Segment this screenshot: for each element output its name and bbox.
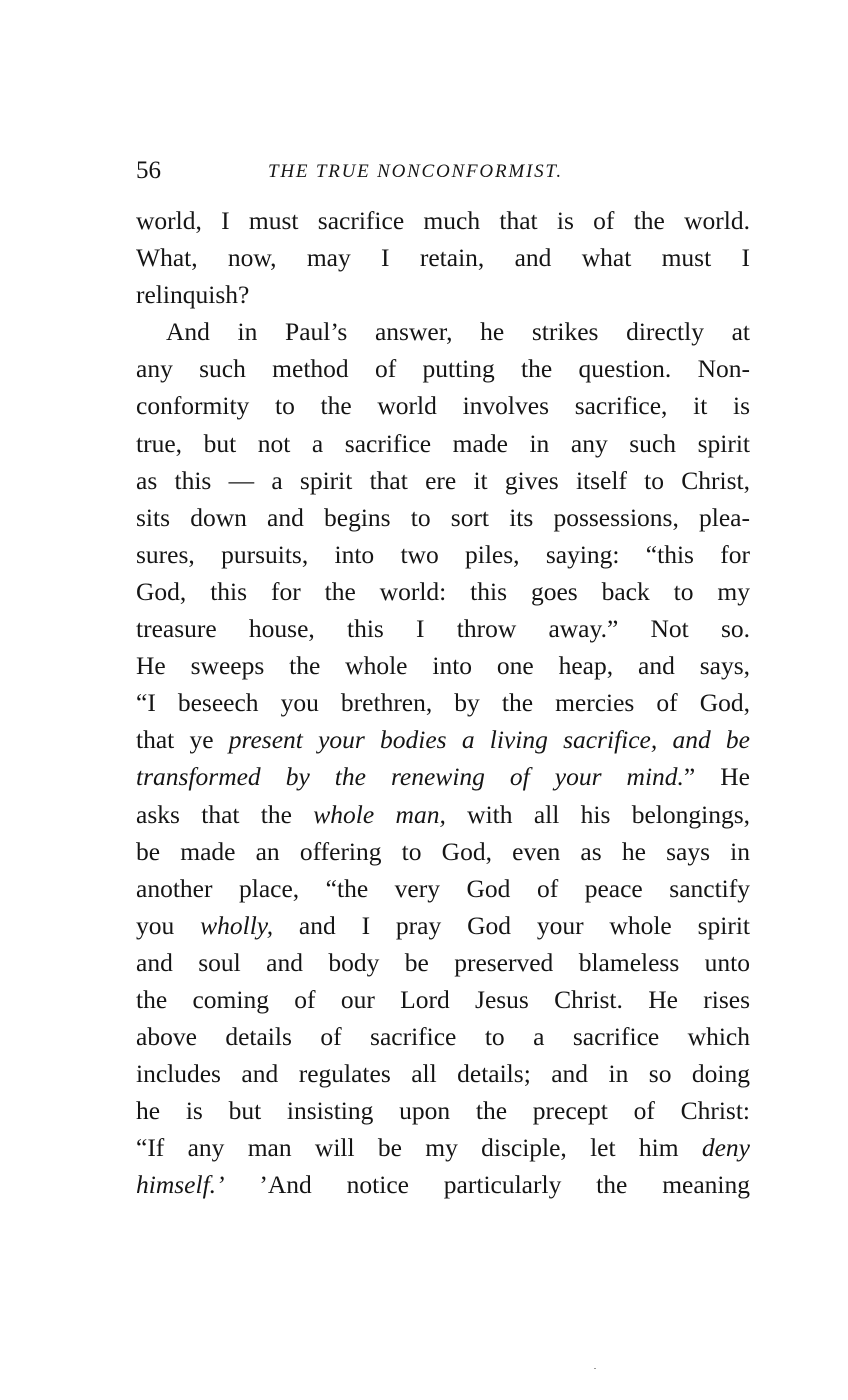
text-line: the coming of our Lord Jesus Christ. He rises — [136, 984, 750, 1014]
text-run: that ye — [136, 725, 229, 755]
text-line: he is but insisting upon the precept of Christ: — [136, 1096, 750, 1126]
text-line: be made an offering to God, even as he says in — [136, 836, 750, 866]
text-line: What, now, may I retain, and what must I — [136, 243, 750, 273]
text-line: sits down and begins to sort its possessions, plea- — [136, 502, 750, 532]
italic-text-run: wholly, — [200, 910, 274, 940]
body-text — [136, 202, 750, 1204]
paragraph-start-line: And in Paul’s answer, he strikes directly at — [166, 317, 750, 347]
text-line — [136, 1166, 750, 1203]
text-run: with all his belongings, — [445, 799, 750, 829]
text-line: above details of sacrifice to a sacrifice which — [136, 1022, 750, 1052]
italic-text-run: himself.’ — [136, 1170, 225, 1200]
text-run: ” He — [683, 762, 750, 792]
page-number: 56 — [136, 157, 161, 184]
scan-speck — [594, 1368, 596, 1369]
text-run: you — [136, 910, 201, 940]
italic-text-run: present your bodies a living sacrifice, and be — [228, 725, 750, 755]
text-line: as this — a spirit that ere it gives itself to Christ, — [136, 465, 750, 495]
page-header — [136, 150, 750, 190]
text-run: asks that the — [136, 799, 314, 829]
text-line: true, but not a sacrifice made in any such spirit — [136, 428, 750, 458]
text-line: and soul and body be preserved blameless unto — [136, 947, 750, 977]
text-line — [136, 1129, 750, 1166]
italic-text-run: deny — [701, 1133, 750, 1163]
text-run: ’And notice particularly the meaning — [224, 1170, 750, 1200]
text-line: “I beseech you brethren, by the mercies of God, — [136, 688, 750, 718]
running-title: THE TRUE NONCONFORMIST. — [268, 161, 563, 182]
text-line: another place, “the very God of peace sanctify — [136, 873, 750, 903]
text-line: treasure house, this I throw away.” Not so. — [136, 614, 750, 644]
text-line: conformity to the world involves sacrifice, it is — [136, 391, 750, 421]
text-line: any such method of putting the question. Non- — [136, 354, 750, 384]
text-line: includes and regulates all details; and in so doing — [136, 1059, 750, 1089]
text-line — [136, 796, 750, 833]
text-line: relinquish? — [136, 280, 250, 310]
text-run: “If any man will be my disciple, let him — [136, 1133, 702, 1163]
text-line — [136, 758, 750, 795]
text-line: God, this for the world: this goes back to my — [136, 576, 750, 606]
italic-text-run: whole man, — [313, 799, 446, 829]
text-run: and I pray God your whole spirit — [273, 910, 751, 940]
text-line — [136, 907, 750, 944]
italic-text-run: transformed by the renewing of your mind. — [136, 762, 684, 792]
text-line: He sweeps the whole into one heap, and says, — [136, 651, 750, 681]
text-line — [136, 721, 750, 758]
text-line: world, I must sacrifice much that is of the world. — [136, 206, 750, 235]
text-line: sures, pursuits, into two piles, saying: “this for — [136, 539, 750, 569]
